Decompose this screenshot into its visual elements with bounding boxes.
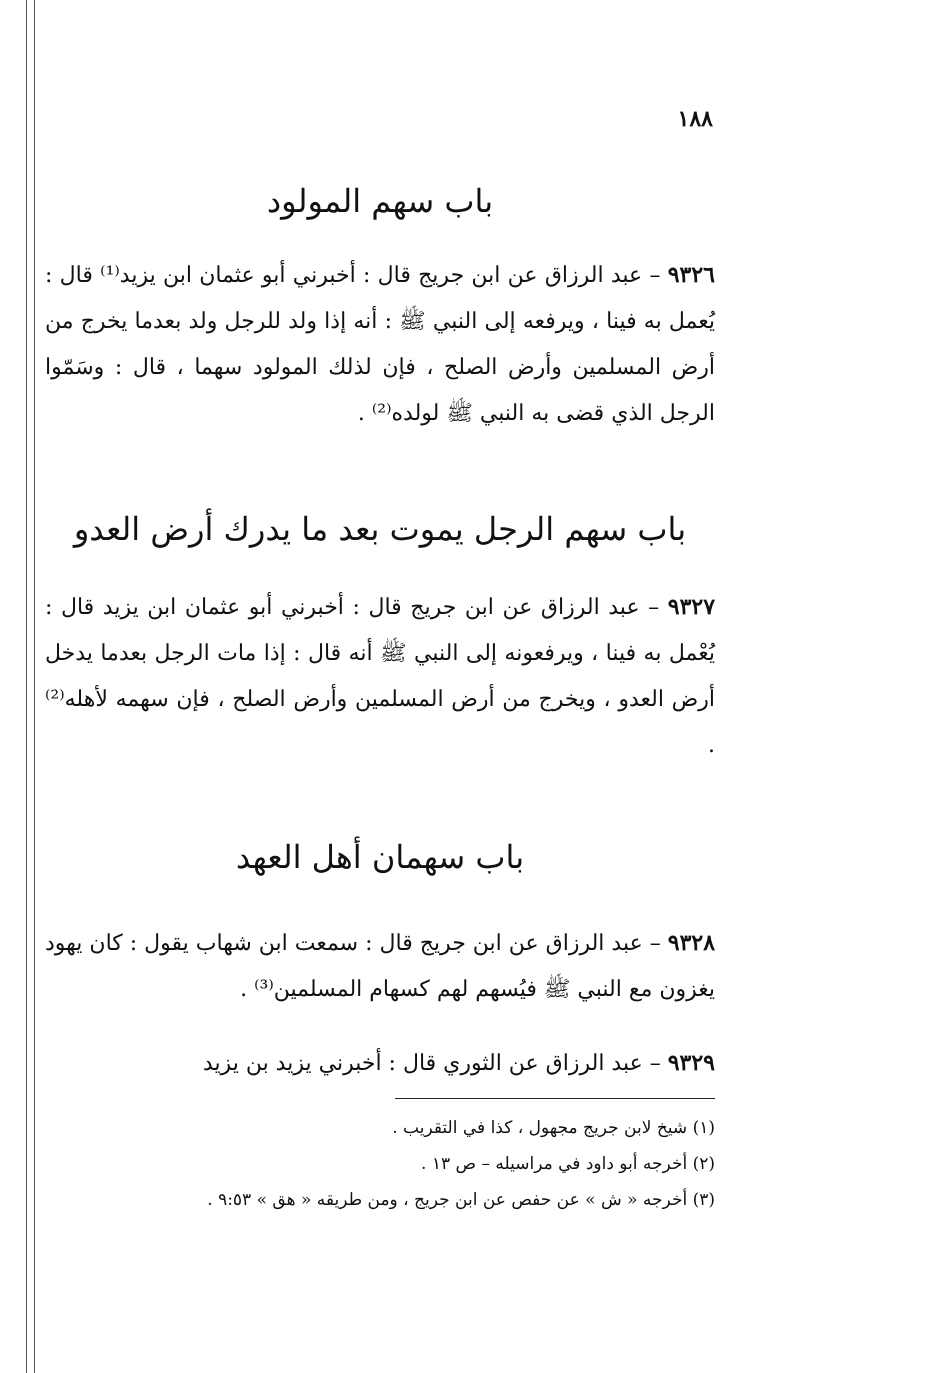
- hadith-paragraph: [45, 920, 715, 1013]
- binding-line: [34, 0, 35, 1373]
- hadith-number: ٩٣٢٦: [667, 262, 715, 288]
- section: [45, 838, 715, 876]
- footnote: (١) شيخ لابن جريج مجهول ، كذا في التقريب .: [392, 1118, 715, 1138]
- footnotes: [45, 1110, 715, 1218]
- footnote: (٣) أخرجه « ش » عن حفص عن ابن جريج ، ومن طريقه « هق » ٩:٥٣ .: [207, 1190, 715, 1210]
- hadith-paragraph: [45, 1040, 715, 1087]
- hadith-number: ٩٣٢٩: [667, 1050, 715, 1076]
- footnote: (٢) أخرجه أبو داود في مراسيله – ص ١٣ .: [421, 1154, 715, 1174]
- hadith-number: ٩٣٢٨: [667, 930, 716, 956]
- hadith-text: – عبد الرزاق عن ابن جريج قال : أخبرني أبو عثمان ابن يزيد قال : يُعْمل به فينا ، ويرفعونه إلى النبي ﷺ أنه قال : إذا مات الرجل بعدما يدخل أرض العدو ، ويخرج من أرض المسلمين وأرض الصلح ، فإن سهمه لأهله⁽²⁾ .: [45, 595, 715, 758]
- section-heading: باب سهم المولود: [266, 182, 494, 220]
- section: [45, 510, 715, 548]
- section: [45, 182, 715, 220]
- hadith-text: – عبد الرزاق عن الثوري قال : أخبرني يزيد بن يزيد: [202, 1051, 661, 1076]
- hadith-number: ٩٣٢٧: [667, 594, 716, 620]
- hadith-text: – عبد الرزاق عن ابن جريج قال : أخبرني أبو عثمان ابن يزيد⁽¹⁾ قال : يُعمل به فينا ، ويرفعه إلى النبي ﷺ : أنه إذا ولد للرجل ولد بعدما يخرج من أرض المسلمين وأرض الصلح ، فإن لذلك المولود سهما ، قال : وسَمّوا الرجل الذي قضى به النبي ﷺ لولده⁽²⁾ .: [45, 263, 715, 426]
- binding-line: [26, 0, 27, 1373]
- hadith-paragraph: [45, 584, 715, 769]
- section-heading: باب سهمان أهل العهد: [235, 838, 525, 876]
- section-heading: باب سهم الرجل يموت بعد ما يدرك أرض العدو: [73, 510, 687, 548]
- hadith-paragraph: [45, 252, 715, 437]
- page-number: ١٨٨: [677, 106, 713, 132]
- hadith-text: – عبد الرزاق عن ابن جريج قال : سمعت ابن شهاب يقول : كان يهود يغزون مع النبي ﷺ فيُسهم لهم كسهام المسلمين⁽³⁾ .: [45, 931, 715, 1002]
- footnote-divider: [395, 1098, 715, 1099]
